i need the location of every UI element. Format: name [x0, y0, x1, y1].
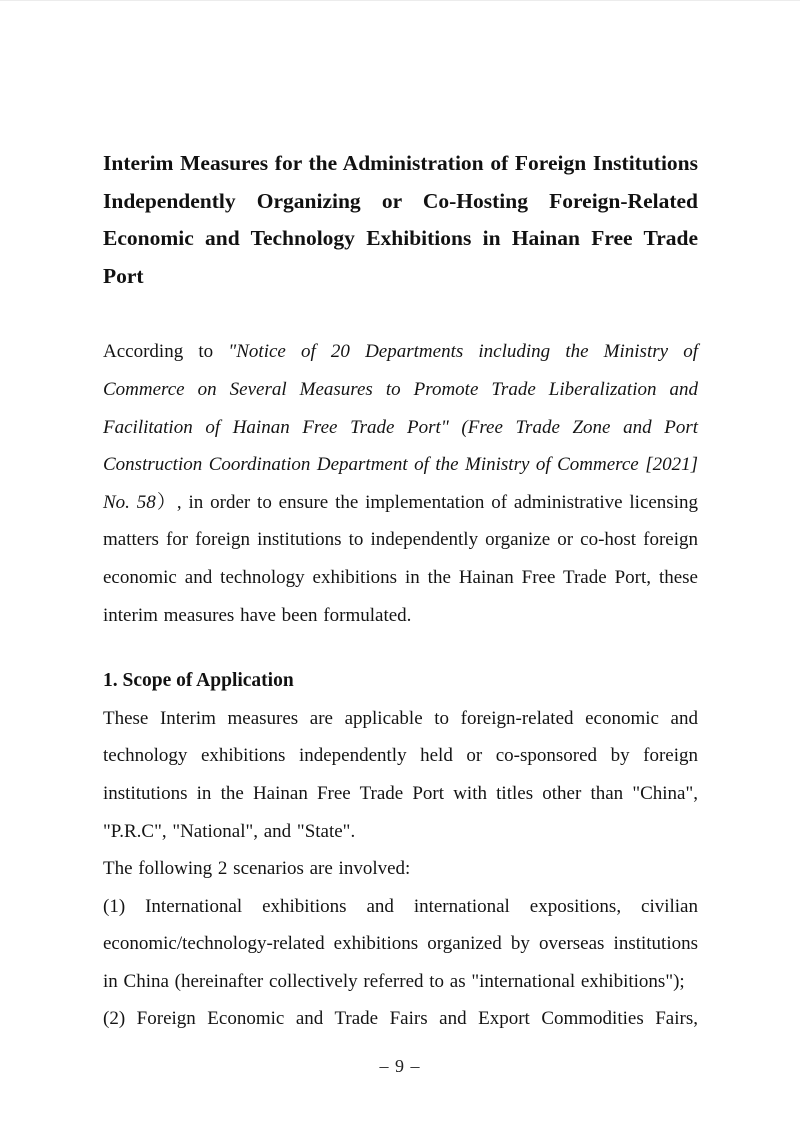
intro-after-citation-text: ）, in order to ensure the implementation of administrative licensing matters for foreign institutions to independently organize or co-host foreign economic and technology exhibitions in the Hainan Free Trade Port, these interim measures have been formulated.	[103, 491, 698, 626]
page-number: – 9 –	[379, 1056, 421, 1076]
applicability-paragraph: These Interim measures are applicable to foreign-related economic and technology exhibitions independently held or co-sponsored by foreign institutions in the Hainan Free Trade Port with titles other than "China", "P.R.C", "National", and "State".	[103, 707, 698, 842]
page-footer	[0, 1053, 800, 1079]
scenario-1-paragraph: (1) International exhibitions and international expositions, civilian economic/technology-related exhibitions organized by overseas institutions in China (hereinafter collectively referred to as "international exhibitions");	[103, 895, 698, 992]
cited-notice-title: "Notice of 20 Departments including the Ministry of Commerce on Several Measures to Promote Trade Liberalization and Facilitation of Hainan Free Trade Port" (Free Trade Zone and Port Construction Coordination Department of the Ministry of Commerce [2021] No. 58	[103, 341, 698, 513]
intro-lead-text: According to	[103, 341, 229, 363]
intro-paragraph	[103, 333, 698, 634]
scenario-2-paragraph: (2) Foreign Economic and Trade Fairs and Export Commodities Fairs,	[103, 1008, 698, 1030]
scenarios-lead-paragraph: The following 2 scenarios are involved:	[103, 858, 411, 880]
document-title: Interim Measures for the Administration of Foreign Institutions Independently Organizing or Co-Hosting Foreign-Related Economic and Technology Exhibitions in Hainan Free Trade Port	[103, 151, 698, 288]
section-1-heading: 1. Scope of Application	[103, 670, 294, 692]
